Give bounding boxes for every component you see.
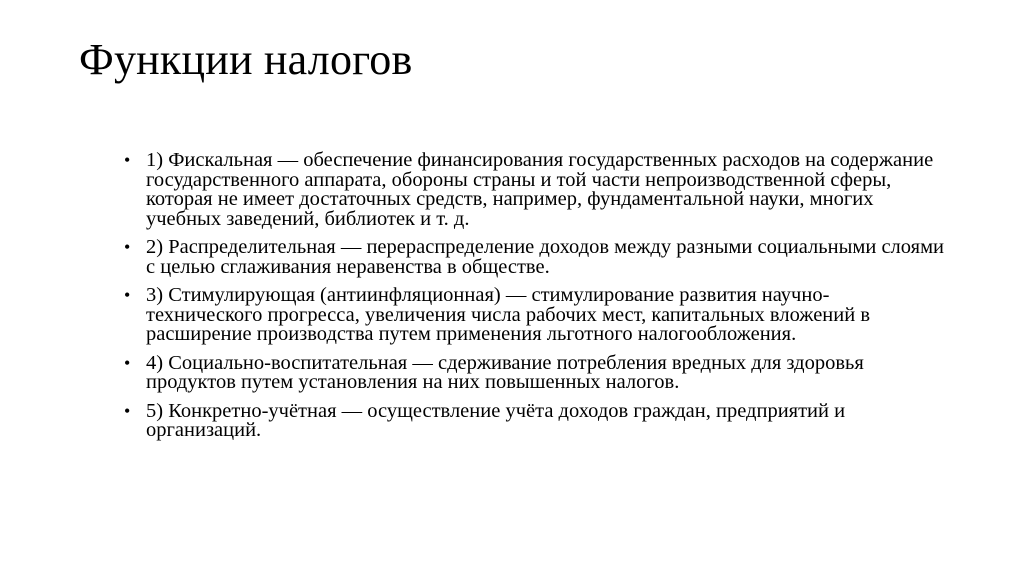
bullet-icon: • xyxy=(124,285,131,305)
list-item-social-educational xyxy=(124,351,944,393)
list-item-accounting xyxy=(124,399,944,441)
bullet-list xyxy=(124,151,944,450)
list-item-fiscal xyxy=(124,151,944,229)
slide-title: Функции налогов xyxy=(79,35,413,84)
bullet-icon: • xyxy=(124,237,131,257)
bullet-icon: • xyxy=(124,150,131,170)
list-item-text: 3) Стимулирующая (антиинфляционная) — стимулирование развития научно-технического прогресса, увеличения числа рабочих мест, капитальных вложений в расширение производства путем применения льготного налогообложения. xyxy=(146,284,871,345)
bullet-icon: • xyxy=(124,400,131,421)
list-item-text: 4) Социально-воспитательная — сдерживание потребления вредных для здоровья продуктов путем установления на них повышенных налогов. xyxy=(146,351,864,393)
list-item-text: 2) Распределительная — перераспределение доходов между разными социальными слоями с целью сглаживания неравенства в обществе. xyxy=(146,236,945,278)
list-item-text: 1) Фискальная — обеспечение финансирования государственных расходов на содержание государственного аппарата, обороны страны и той части непроизводственной сферы, которая не имеет достаточных средств, например, фундаментальной науки, многих учебных заведений, библиотек и т. д. xyxy=(146,149,934,230)
list-item-stimulating xyxy=(124,286,944,345)
list-item-distributive xyxy=(124,238,944,277)
bullet-icon: • xyxy=(124,352,131,373)
list-item-text: 5) Конкретно-учётная — осуществление учёта доходов граждан, предприятий и организаций. xyxy=(146,399,846,441)
